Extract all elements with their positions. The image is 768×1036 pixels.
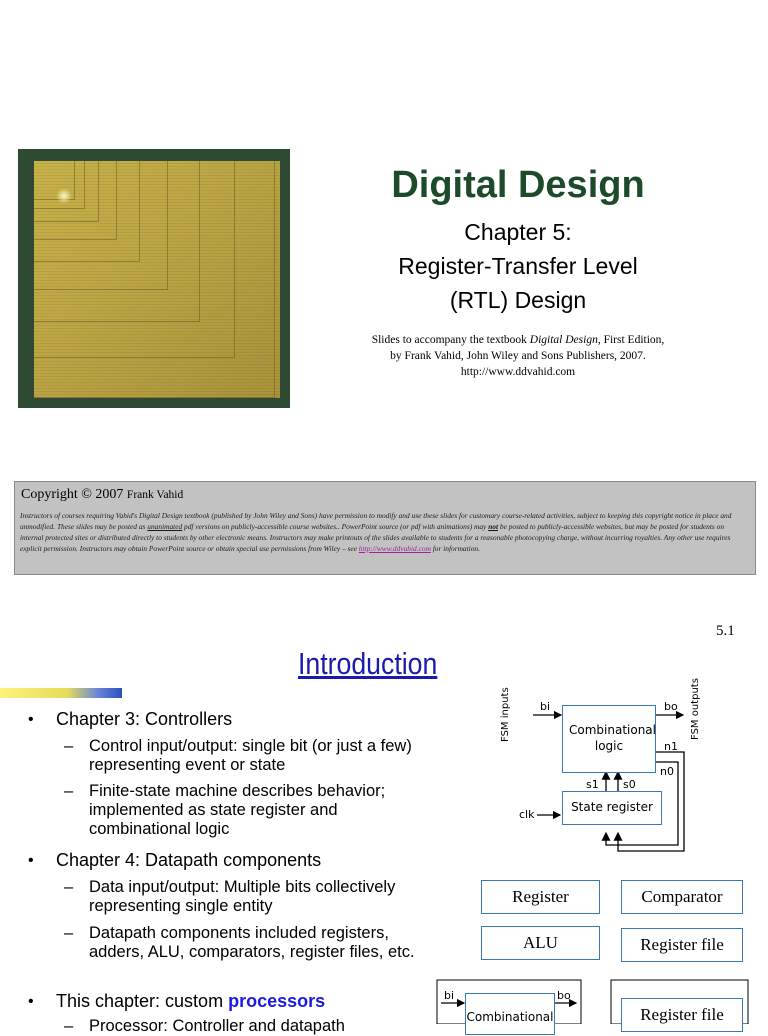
sub-datapath: Datapath components included registers, adders, ALU, comparators, register files, etc. <box>89 924 415 961</box>
copyright-heading: Copyright © 2007 Frank Vahid <box>21 487 184 502</box>
dash: – <box>64 782 74 800</box>
dash: – <box>64 924 74 942</box>
register-file-box: Register file <box>621 928 743 962</box>
fsm-inputs-label: FSM inputs <box>500 687 511 742</box>
copyright-link[interactable]: http://www.ddvahid.com <box>358 544 431 553</box>
credit-url: http://www.ddvahid.com <box>460 366 576 378</box>
bi-label: bi <box>540 700 551 713</box>
s1-label: s1 <box>586 778 599 791</box>
intro-title: Introduction <box>298 646 438 681</box>
bottom-register-file-box: Register file <box>621 998 743 1032</box>
sub-data-io: Data input/output: Multiple bits collectively representing single entity <box>89 878 396 915</box>
combinational-logic-box: Combinational logic <box>562 705 656 773</box>
register-box: Register <box>481 880 600 914</box>
bo-label: bo <box>664 700 678 713</box>
sub-processor: Processor: Controller and datapath <box>89 1017 345 1035</box>
slide-number: 5.1 <box>716 623 735 639</box>
dash: – <box>64 878 74 896</box>
s0-label: s0 <box>623 778 636 791</box>
bullet-dot: • <box>28 711 34 728</box>
subtitle-line-1: Chapter 5: <box>464 219 572 245</box>
credit-text: Slides to accompany the textbook Digital Design, First Edition, by Frank Vahid, John Wiley and Sons Publishers, 2007. http://www.ddvahid.com <box>330 332 706 380</box>
dash: – <box>64 1017 74 1035</box>
sub-fsm: Finite-state machine describes behavior; implemented as state register and combinational logic <box>89 782 386 838</box>
clk-label: clk <box>519 808 535 821</box>
sub-control-io: Control input/output: single bit (or just a few) representing event or state <box>89 737 412 774</box>
subtitle-line-2: Register-Transfer Level <box>398 253 638 279</box>
bullet-this-chapter: This chapter: custom processors <box>56 991 326 1011</box>
comparator-box: Comparator <box>621 880 743 914</box>
copyright-body: Instructors of courses requiring Vahid's Digital Design textbook (published by John Wiley and Sons) have permission to modify and use these slides for customary course-related activities, subject to keeping this copyright notice in place and unmodified. These slides may be posted as unanimated pdf versions on publicly-accessible course websites.. PowerPoint source (or pdf with animations) may not be posted to publicly-accessible websites, but may be posted for students on internal protected sites or distributed directly to students by other electronic means. Instructors may make printouts of the slides available to students for a reasonable photocopying charge, without incurring royalties. Any other use requires explicit permission. Instructors may obtain PowerPoint source or obtain special use permissions from Wiley – see http://www.ddvahid.com for information. <box>20 511 732 553</box>
processors-emph: processors <box>228 991 326 1011</box>
alu-box: ALU <box>481 926 600 960</box>
dash: – <box>64 737 74 755</box>
fsm-outputs-label: FSM outputs <box>690 678 701 740</box>
bullet-dot: • <box>28 993 34 1010</box>
n1-label: n1 <box>664 740 678 753</box>
n0-label: n0 <box>660 765 674 778</box>
slide-title: Digital Design <box>391 164 645 206</box>
bottom-combinational-box: Combinational <box>465 993 555 1035</box>
bullet-dot: • <box>28 852 34 869</box>
state-register-box: State register <box>562 791 662 825</box>
bullet-chapter4: Chapter 4: Datapath components <box>56 850 322 870</box>
subtitle-line-3: (RTL) Design <box>449 287 587 313</box>
bottom-bi-label: bi <box>444 989 455 1002</box>
bottom-bo-label: bo <box>557 989 571 1002</box>
bullet-chapter3: Chapter 3: Controllers <box>56 709 233 729</box>
